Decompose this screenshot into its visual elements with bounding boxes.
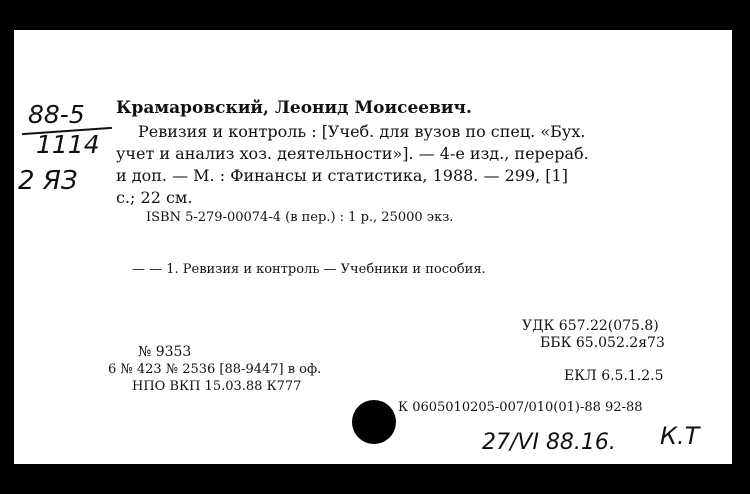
title-line-1: Ревизия и контроль : [Учеб. для вузов по спец. «Бух.: [138, 122, 586, 141]
npo-line: НПО ВКП 15.03.88 К777: [132, 379, 302, 394]
subject-heading: — — 1. Ревизия и контроль — Учебники и пособия.: [132, 262, 486, 277]
card-number: № 9353: [138, 344, 192, 360]
catalog-code: К 0605010205-007/010(01)-88 92-88: [398, 400, 643, 415]
handwritten-shelf-mark-bottom: 2 ЯЗ: [18, 166, 78, 196]
punch-hole: [352, 400, 396, 444]
title-line-3: и доп. — М. : Финансы и статистика, 1988. — 299, [1]: [116, 166, 568, 185]
bbk-code: ББК 65.052.2я73: [540, 335, 665, 351]
handwritten-shelf-mark-top: 88-5: [28, 100, 85, 129]
title-line-4: с.; 22 см.: [116, 188, 193, 207]
handwritten-date: 27/VI 88.16.: [482, 430, 616, 455]
author-heading: Крамаровский, Леонид Моисеевич.: [116, 98, 472, 118]
order-line: 6 № 423 № 2536 [88-9447] в оф.: [108, 362, 322, 377]
handwritten-shelf-mark-mid: 1114: [36, 130, 100, 159]
ekl-code: ЕКЛ 6.5.1.2.5: [564, 368, 664, 384]
udk-code: УДК 657.22(075.8): [522, 318, 659, 334]
isbn-line: ISBN 5-279-00074-4 (в пер.) : 1 р., 25000 экз.: [146, 210, 454, 225]
title-line-2: учет и анализ хоз. деятельности»]. — 4-е изд., перераб.: [116, 144, 589, 163]
handwritten-initials: К.Т: [660, 422, 700, 450]
catalog-card: [14, 30, 732, 464]
